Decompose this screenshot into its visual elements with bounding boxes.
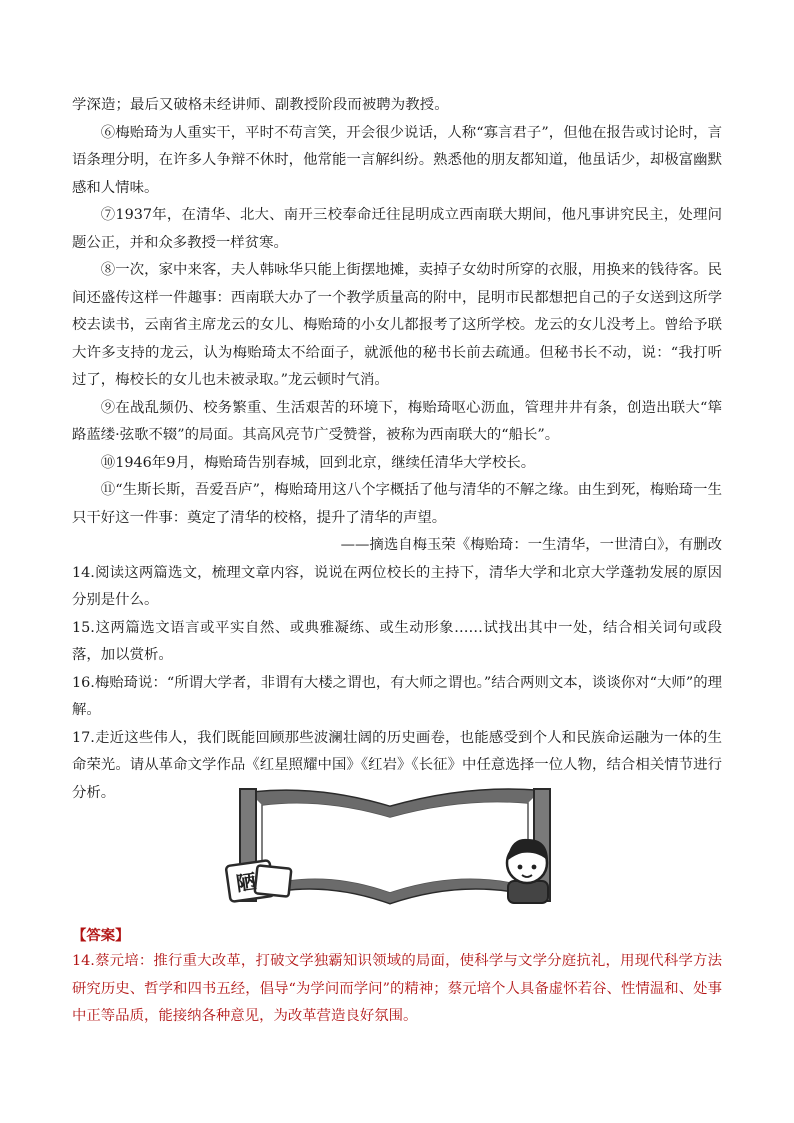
question-16: 16.梅贻琦说：“所谓大学者，非谓有大楼之谓也，有大师之谓也。”结合两则文本，谈谈你对“大师”的理解。 xyxy=(72,674,722,718)
question-14: 14.阅读这两篇选文，梳理文章内容，说说在两位校长的主持下，清华大学和北京大学蓬勃发展的原因分别是什么。 xyxy=(72,564,722,608)
paragraph-11: ⑪“生斯长斯，吾爱吾庐”，梅贻琦用这八个字概括了他与清华的不解之缘。由生到死，梅贻琦一生只干好这一件事：奠定了清华的校格，提升了清华的声望。 xyxy=(72,482,722,526)
book-illustration xyxy=(222,785,558,907)
passage-continuation: 学深造；最后又破格未经讲师、副教授阶段而被聘为教授。 xyxy=(72,97,449,113)
passage-source: ——摘选自梅玉荣《梅贻琦：一生清华，一世清白》，有删改 xyxy=(340,537,722,553)
answer-14: 14.蔡元培：推行重大改革，打破文学独霸知识领域的局面，使科学与文学分庭抗礼，用现代科学方法研究历史、哲学和四书五经，倡导“为学问而学问”的精神；蔡元培个人具备虚怀若谷、性情温和、处事中正等品质，能接纳各种意见，为改革营造良好氛围。 xyxy=(72,953,722,1024)
paragraph-6: ⑥梅贻琦为人重实干，平时不苟言笑，开会很少说话，人称“寡言君子”，但他在报告或讨论时，言语条理分明，在许多人争辩不休时，他常能一言解纠纷。熟悉他的朋友都知道，他虽话少，却极富幽默感和人情味。 xyxy=(72,124,722,196)
question-17: 17.走近这些伟人，我们既能回顾那些波澜壮阔的历史画卷，也能感受到个人和民族命运融为一体的生命荣光。请从革命文学作品《红星照耀中国》《红岩》《长征》中任意选择一位人物，结合相关情节进行分析。 xyxy=(72,729,722,801)
card-character: 陋 xyxy=(234,869,258,896)
answer-tag: 【答案】 xyxy=(72,928,130,944)
paragraph-8: ⑧一次，家中来客，夫人韩咏华只能上街摆地摊，卖掉子女幼时所穿的衣服，用换来的钱待客。民间还盛传这样一件趣事：西南联大办了一个教学质量高的附中，昆明市民都想把自己的子女送到这所学校去读书，云南省主席龙云的女儿、梅贻琦的小女儿都报考了这所学校。龙云的女儿没考上。曾给予联大许多支持的龙云，认为梅贻琦太不给面子，就派他的秘书长前去疏通。但秘书长不动，说：“我打听过了，梅校长的女儿也未被录取。”龙云顿时气消。 xyxy=(72,262,722,388)
paragraph-10: ⑩1946年9月，梅贻琦告别春城，回到北京，继续任清华大学校长。 xyxy=(100,454,536,471)
paragraph-7: ⑦1937年，在清华、北大、南开三校奉命迁往昆明成立西南联大期间，他凡事讲究民主，处理问题公正，并和众多教授一样贫寒。 xyxy=(72,207,722,251)
cartoon-boy-icon xyxy=(507,839,548,903)
question-15: 15.这两篇选文语言或平实自然、或典雅凝练、或生动形象……试找出其中一处，结合相关词句或段落，加以赏析。 xyxy=(72,619,722,663)
paragraph-9: ⑨在战乱频仍、校务繁重、生活艰苦的环境下，梅贻琦呕心沥血，管理井井有条，创造出联大“筚路蓝缕·弦歌不辍”的局面。其高风亮节广受赞誉，被称为西南联大的“船长”。 xyxy=(72,399,722,443)
passage xyxy=(72,92,722,807)
